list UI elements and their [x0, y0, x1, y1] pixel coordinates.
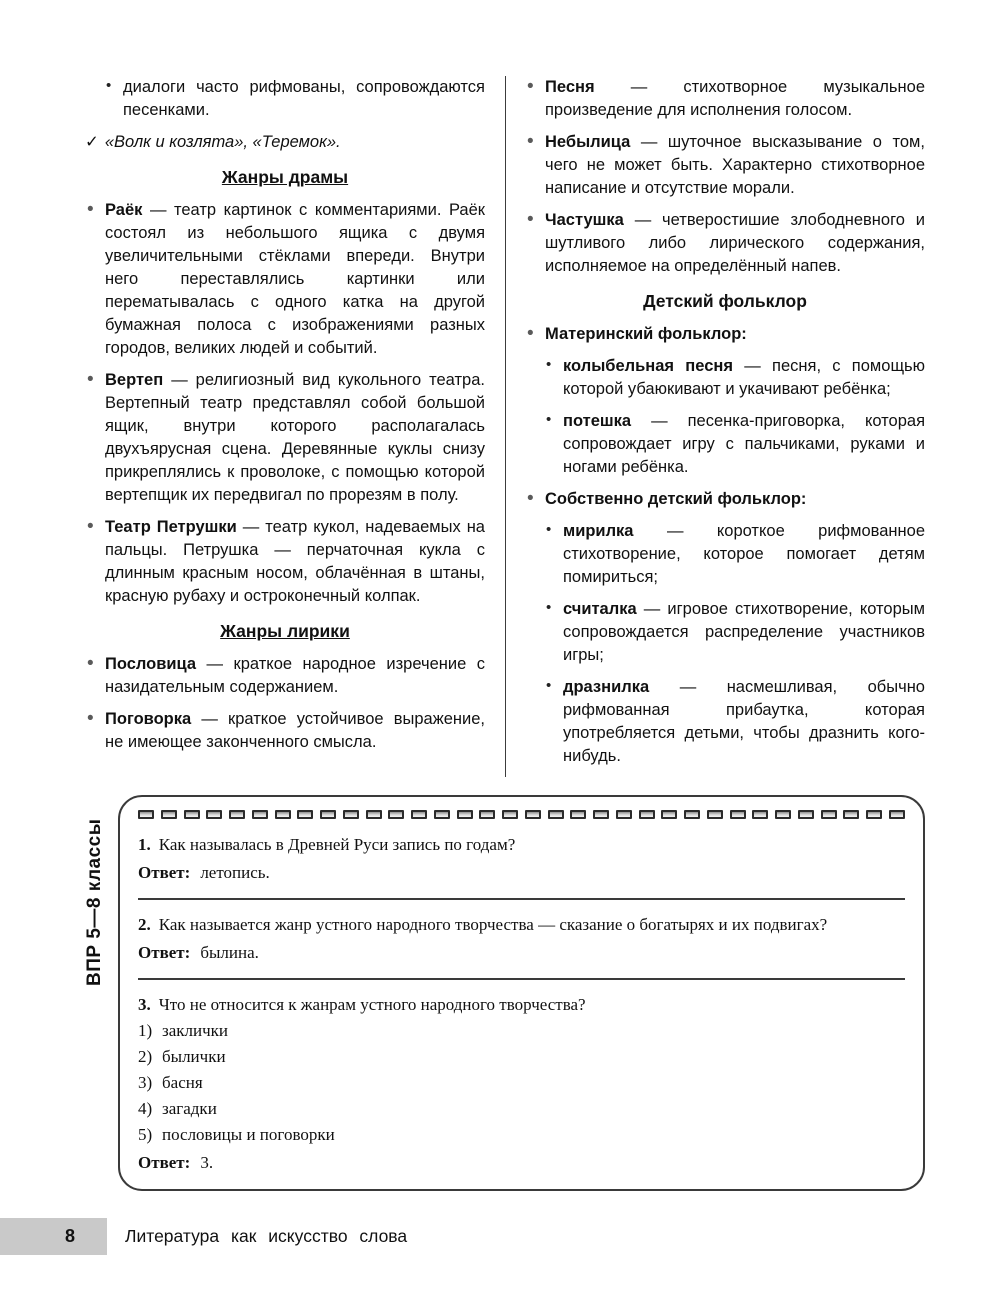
answer-value: летопись.: [200, 863, 270, 882]
strip-square: [457, 810, 473, 819]
question-text: [138, 833, 905, 857]
list-item-chastushka: [525, 209, 925, 278]
question-1: [138, 833, 905, 885]
definition: — театр кукол, надеваемых на пальцы. Петрушка — перчаточная кукла с длинным красным носом, облачённая в штаны, красную рубаху и остроконечный колпак.: [105, 518, 485, 605]
option-text: заклички: [162, 1021, 229, 1040]
strip-square: [684, 810, 700, 819]
list-item-petrushka: [85, 516, 485, 608]
question-text: [138, 993, 905, 1017]
question-body: Как называется жанр устного народного творчества — сказание о богатырях и их подвигах?: [158, 915, 828, 934]
strip-square: [343, 810, 359, 819]
page-number: 8: [64, 1226, 75, 1246]
term: Пословица: [105, 655, 197, 673]
strip-square: [775, 810, 791, 819]
question-number: 3.: [138, 995, 151, 1014]
strip-square: [161, 810, 177, 819]
check-line: [85, 131, 485, 154]
strip-square: [548, 810, 564, 819]
term: Материнский фольклор:: [545, 325, 747, 343]
strip-square: [502, 810, 518, 819]
option-number: 1): [138, 1021, 153, 1040]
answer-value: 3.: [200, 1153, 214, 1172]
answer-label: Ответ:: [138, 863, 191, 882]
footer-chapter-title: Литература как искусство слова: [125, 1226, 408, 1246]
group-label-children-proper: [525, 488, 925, 511]
page-number-bar: [0, 1218, 107, 1255]
term: Раёк: [105, 201, 143, 219]
list-item-pesnya: [525, 76, 925, 122]
strip-square: [570, 810, 586, 819]
strip-square: [707, 810, 723, 819]
strip-square: [434, 810, 450, 819]
strip-square: [275, 810, 291, 819]
question-body: Что не относится к жанрам устного народного творчества?: [158, 995, 586, 1014]
strip-square: [525, 810, 541, 819]
definition: — игровое стихотворение, которым сопровождается распределение участников игры;: [563, 600, 925, 664]
definition: — песенка-приговорка, которая сопровождает игру с пальчиками, руками и ногами ребёнка.: [563, 412, 926, 476]
column-divider: [505, 76, 506, 777]
vpr-question-box: [118, 795, 925, 1191]
strip-square: [752, 810, 768, 819]
strip-square: [320, 810, 336, 819]
list-item-draznilka: [525, 676, 925, 768]
term: дразнилка: [563, 678, 650, 696]
section-heading-children-folklore: Детский фольклор: [643, 291, 807, 311]
strip-square: [889, 810, 905, 819]
term: Собственно детский фольклор:: [545, 490, 807, 508]
question-divider: [138, 898, 905, 900]
definition: — насмешливая, обычно рифмованная прибаутка, которая употребляется детьми, чтобы дразнить кого-нибудь.: [563, 678, 925, 765]
strip-square: [639, 810, 655, 819]
option-3: [138, 1071, 905, 1095]
answer-line: [138, 861, 905, 885]
list-item-kolybelnaya: [525, 355, 925, 401]
check-text: «Волк и козлята», «Теремок».: [104, 133, 341, 151]
definition: — короткое рифмованное стихотворение, которое помогает детям помириться;: [563, 522, 925, 586]
strip-square: [366, 810, 382, 819]
term: Песня: [545, 78, 595, 96]
strip-square: [206, 810, 222, 819]
term: Небылица: [545, 133, 631, 151]
strip-square: [229, 810, 245, 819]
list-item-mirilka: [525, 520, 925, 589]
strip-square: [184, 810, 200, 819]
option-text: пословицы и поговорки: [162, 1125, 335, 1144]
strip-square: [388, 810, 404, 819]
term: Вертеп: [105, 371, 164, 389]
list-item-raek: [85, 199, 485, 360]
strip-square: [843, 810, 859, 819]
question-2: [138, 913, 905, 965]
definition: — краткое народное изречение с назидательным содержанием.: [105, 655, 485, 696]
group-label-maternal: [525, 323, 925, 346]
left-column: [85, 76, 485, 777]
list-item-poteshka: [525, 410, 925, 479]
list-item: [85, 76, 485, 122]
strip-square: [616, 810, 632, 819]
option-1: [138, 1019, 905, 1043]
option-2: [138, 1045, 905, 1069]
list-item-vertep: [85, 369, 485, 507]
term: мирилка: [563, 522, 634, 540]
definition: — шуточное высказывание о том, чего не может быть. Характерно стихотворное написание и отсутствие морали.: [545, 133, 925, 197]
answer-line: [138, 1151, 905, 1175]
checkmark-icon: ✓: [85, 133, 99, 151]
question-text: [138, 913, 905, 937]
term: считалка: [563, 600, 637, 618]
definition: — театр картинок с комментариями. Раёк состоял из небольшого ящика с двумя увеличительными стёклами впереди. Внутри него переставлялись картинки или перематывалась с одного катка на другой бумажная полоса с изображениями разных городов, великих людей и событий.: [105, 201, 485, 357]
option-number: 3): [138, 1073, 153, 1092]
definition: — песня, с помощью которой убаюкивают и укачивают ребёнка;: [563, 357, 925, 398]
definition: — стихотворное музыкальное произведение для исполнения голосом.: [545, 78, 925, 119]
strip-square: [821, 810, 837, 819]
section-heading-drama: Жанры драмы: [221, 167, 349, 187]
glossary-columns: [85, 76, 925, 777]
question-divider: [138, 978, 905, 980]
option-5: [138, 1123, 905, 1147]
strip-square: [798, 810, 814, 819]
item-text: диалоги часто рифмованы, сопровождаются песенками.: [123, 78, 485, 119]
definition: — религиозный вид кукольного театра. Вертепный театр представлял собой большой ящик, внутри которого располагалась двухъярусная сцена. Деревянные куклы снизу прикреплялись к проволоке, с помощью которой вертепщик их передвигал по прорезям в полу.: [105, 371, 485, 504]
column-gap: [485, 76, 525, 777]
option-text: басня: [162, 1073, 203, 1092]
option-4: [138, 1097, 905, 1121]
answer-line: [138, 941, 905, 965]
definition: — четверостишие злободневного и шутливого либо лирического содержания, исполняемое на определённый напев.: [545, 211, 925, 275]
answer-label: Ответ:: [138, 1153, 191, 1172]
term: Театр Петрушки: [105, 518, 237, 536]
list-item-poslovitsa: [85, 653, 485, 699]
strip-square: [661, 810, 677, 819]
term: Поговорка: [105, 710, 192, 728]
option-text: былички: [162, 1047, 226, 1066]
question-body: Как называлась в Древней Руси запись по годам?: [158, 835, 516, 854]
definition: — краткое устойчивое выражение, не имеющее законченного смысла.: [105, 710, 485, 751]
strip-square: [297, 810, 313, 819]
answer-label: Ответ:: [138, 943, 191, 962]
strip-square: [866, 810, 882, 819]
question-3: [138, 993, 905, 1175]
list-item-nebylitsa: [525, 131, 925, 200]
right-column: [525, 76, 925, 777]
strip-square: [411, 810, 427, 819]
term: колыбельная песня: [563, 357, 734, 375]
list-item-schitalka: [525, 598, 925, 667]
section-heading-lyrics: Жанры лирики: [220, 621, 350, 641]
option-text: загадки: [162, 1099, 217, 1118]
term: потешка: [563, 412, 632, 430]
answer-value: былина.: [200, 943, 259, 962]
strip: [138, 808, 905, 820]
option-number: 5): [138, 1125, 153, 1144]
option-number: 2): [138, 1047, 153, 1066]
term: Частушка: [545, 211, 624, 229]
strip-square: [593, 810, 609, 819]
list-item-pogovorka: [85, 708, 485, 754]
strip-square: [479, 810, 495, 819]
question-number: 1.: [138, 835, 151, 854]
option-number: 4): [138, 1099, 153, 1118]
question-number: 2.: [138, 915, 151, 934]
strip-square: [138, 810, 154, 819]
strip-square: [730, 810, 746, 819]
vpr-vertical-label: ВПР 5—8 классы: [84, 818, 105, 986]
strip-square: [252, 810, 268, 819]
